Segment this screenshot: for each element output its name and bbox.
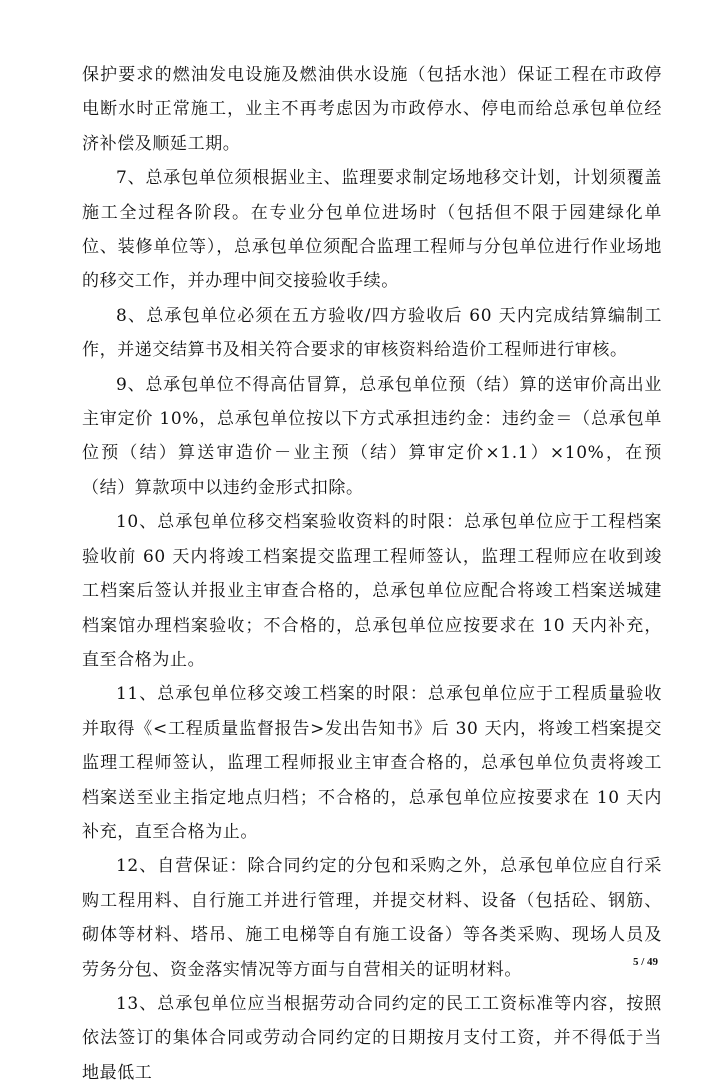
paragraph-continuation: 保护要求的燃油发电设施及燃油供水设施（包括水池）保证工程在市政停电断水时正常施工，业主不再考虑因为市政停水、停电而给总承包单位经济补偿及顺延工期。 <box>82 65 662 154</box>
paragraph-clause-13: 13、总承包单位应当根据劳动合同约定的民工工资标准等内容，按照依法签订的集体合同或劳动合同约定的日期按月支付工资，并不得低于当地最低工 <box>82 993 662 1083</box>
paragraph-clause-10: 10、总承包单位移交档案验收资料的时限：总承包单位应于工程档案验收前 60 天内将竣工档案提交监理工程师签认，监理工程师应在收到竣工档案后签认并报业主审查合格的，总承包单位应配合将竣工档案送城建档案馆办理档案验收；不合格的，总承包单位应按要求在 10 天内补充，直至合格为止。 <box>82 512 662 670</box>
paragraph-clause-12: 12、自营保证：除合同约定的分包和采购之外，总承包单位应自行采购工程用料、自行施工并进行管理，并提交材料、设备（包括砼、钢筋、砌体等材料、塔吊、施工电梯等自有施工设备）等各类采购、现场人员及劳务分包、资金落实情况等方面与自营相关的证明材料。 <box>82 856 662 980</box>
paragraph-clause-8: 8、总承包单位必须在五方验收/四方验收后 60 天内完成结算编制工作，并递交结算书及相关符合要求的审核资料给造价工程师进行审核。 <box>82 305 662 361</box>
page-number: 5 / 49 <box>632 956 658 968</box>
paragraph-clause-11: 11、总承包单位移交竣工档案的时限：总承包单位应于工程质量验收并取得《<工程质量监督报告>发出告知书》后 30 天内，将竣工档案提交监理工程师签认，监理工程师报业主审查合格的，总承包单位负责将竣工档案送至业主指定地点归档；不合格的，总承包单位应按要求在 10 天内补充，直至合格为止。 <box>82 684 662 842</box>
document-body <box>82 58 662 1090</box>
paragraph-clause-7: 7、总承包单位须根据业主、监理要求制定场地移交计划，计划须覆盖施工全过程各阶段。在专业分包单位进场时（包括但不限于园建绿化单位、装修单位等），总承包单位须配合监理工程师与分包单位进行作业场地的移交工作，并办理中间交接验收手续。 <box>82 168 662 292</box>
paragraph-clause-9: 9、总承包单位不得高估冒算，总承包单位预（结）算的送审价高出业主审定价 10%，总承包单位按以下方式承担违约金：违约金＝（总承包单位预（结）算送审造价－业主预（结）算审定价×1.1）×10%，在预（结）算款项中以违约金形式扣除。 <box>82 374 662 498</box>
